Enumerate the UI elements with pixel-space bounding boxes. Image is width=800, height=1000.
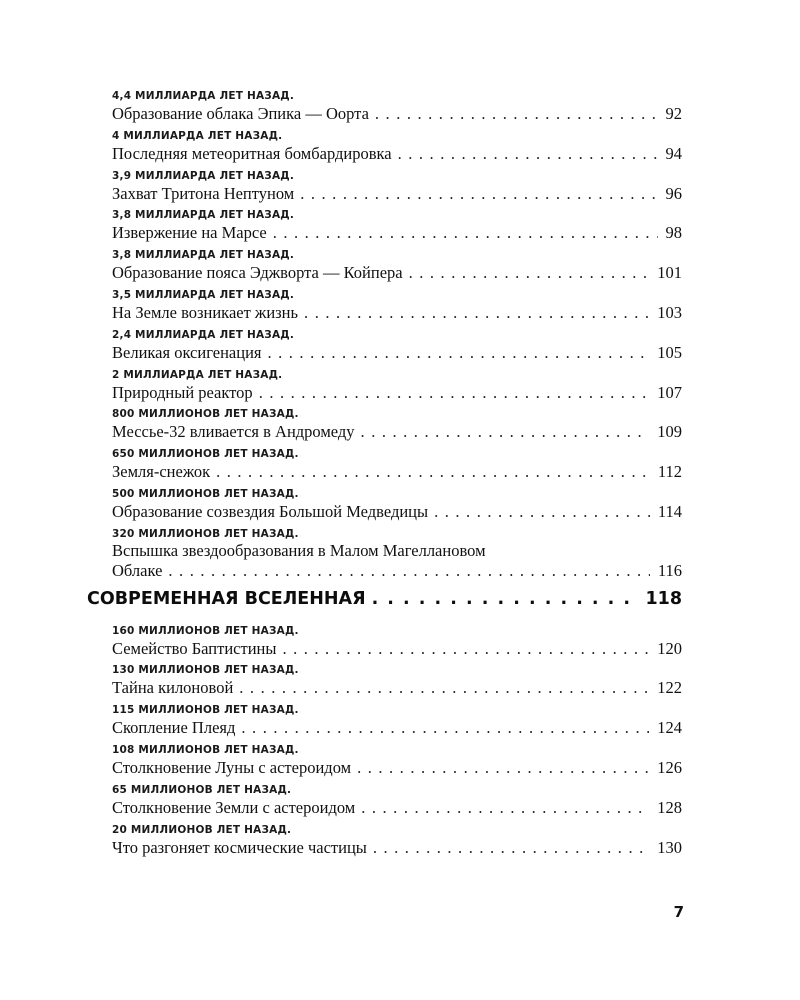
toc-entry-era: 2 МИЛЛИАРДА ЛЕТ НАЗАД. bbox=[112, 368, 283, 381]
toc-entry-era: 4,4 МИЛЛИАРДА ЛЕТ НАЗАД. bbox=[112, 90, 295, 102]
toc-entry bbox=[112, 170, 682, 205]
toc-entry-era: 650 МИЛЛИОНОВ ЛЕТ НАЗАД. bbox=[112, 448, 299, 461]
toc-entry-page: 98 bbox=[665, 223, 682, 243]
toc-entry-title: Тайна килоновой bbox=[112, 678, 234, 698]
dot-leader bbox=[259, 382, 650, 404]
toc-entry-line[interactable] bbox=[112, 103, 682, 125]
toc-entry-title: Природный реактор bbox=[112, 382, 253, 402]
toc-entry-line[interactable] bbox=[112, 837, 682, 859]
toc-entry-line[interactable] bbox=[112, 421, 682, 443]
toc-entry-title-line1[interactable]: Вспышка звездообразования в Малом Магеллановом bbox=[112, 540, 486, 560]
toc-entry bbox=[112, 249, 682, 284]
toc-entry bbox=[112, 664, 682, 699]
toc-entry-line[interactable] bbox=[112, 143, 682, 165]
toc-entry-era: 4 МИЛЛИАРДА ЛЕТ НАЗАД. bbox=[112, 129, 283, 142]
table-of-contents bbox=[87, 90, 682, 863]
toc-entry-line[interactable] bbox=[112, 560, 682, 582]
dot-leader bbox=[373, 837, 649, 859]
toc-entry-page: 109 bbox=[657, 422, 682, 442]
toc-entry-page: 105 bbox=[657, 342, 682, 362]
toc-entry bbox=[112, 369, 682, 404]
toc-entry bbox=[112, 289, 682, 324]
toc-entry-title-line2: Облаке bbox=[112, 560, 163, 580]
toc-entry-title: Семейство Баптистины bbox=[112, 638, 277, 658]
toc-entry-page: 120 bbox=[657, 638, 682, 658]
toc-entry bbox=[112, 824, 682, 859]
toc-entry-era: 320 МИЛЛИОНОВ ЛЕТ НАЗАД. bbox=[112, 527, 299, 540]
toc-entry-line[interactable] bbox=[112, 677, 682, 699]
toc-entry-page: 124 bbox=[657, 718, 682, 738]
toc-entry bbox=[112, 209, 682, 244]
section-title: СОВРЕМЕННАЯ ВСЕЛЕННАЯ bbox=[87, 588, 366, 609]
dot-leader bbox=[375, 103, 658, 125]
dot-leader bbox=[273, 222, 658, 244]
toc-entry bbox=[112, 784, 682, 819]
toc-entry-title: Что разгоняет космические частицы bbox=[112, 837, 367, 857]
dot-leader bbox=[239, 677, 649, 699]
page-number: 7 bbox=[673, 903, 684, 921]
toc-entry-title: Последняя метеоритная бомбардировка bbox=[112, 143, 392, 163]
dot-leader bbox=[267, 342, 649, 364]
toc-entry bbox=[112, 625, 682, 660]
toc-entry bbox=[112, 704, 682, 739]
toc-entry-era: 20 МИЛЛИОНОВ ЛЕТ НАЗАД. bbox=[112, 823, 292, 836]
toc-entry-title: Мессье-32 вливается в Андромеду bbox=[112, 422, 355, 442]
dot-leader bbox=[282, 638, 649, 660]
toc-entry-era: 2,4 МИЛЛИАРДА ЛЕТ НАЗАД. bbox=[112, 328, 295, 341]
dot-leader bbox=[434, 501, 650, 523]
toc-entry-line[interactable] bbox=[112, 797, 682, 819]
dot-leader bbox=[372, 587, 636, 611]
toc-entry-title: Образование созвездия Большой Медведицы bbox=[112, 501, 429, 521]
dot-leader bbox=[398, 143, 658, 165]
toc-entry-line[interactable] bbox=[112, 501, 682, 523]
dot-leader bbox=[304, 302, 649, 324]
toc-entry-page: 128 bbox=[657, 797, 682, 817]
toc-entry-era: 160 МИЛЛИОНОВ ЛЕТ НАЗАД. bbox=[112, 624, 299, 637]
toc-entry bbox=[112, 408, 682, 443]
toc-entry-line[interactable] bbox=[112, 382, 682, 404]
toc-entry-era: 3,8 МИЛЛИАРДА ЛЕТ НАЗАД. bbox=[112, 209, 295, 222]
toc-entry-line[interactable] bbox=[112, 222, 682, 244]
toc-entry-page: 130 bbox=[657, 837, 682, 857]
toc-entry-title: Извержение на Марсе bbox=[112, 223, 267, 243]
toc-entry-line[interactable] bbox=[112, 757, 682, 779]
toc-entry-title: Образование облака Эпика — Оорта bbox=[112, 104, 369, 123]
toc-entry-title: Скопление Плеяд bbox=[112, 718, 236, 738]
toc-entry-era: 108 МИЛЛИОНОВ ЛЕТ НАЗАД. bbox=[112, 743, 299, 756]
toc-entry bbox=[112, 488, 682, 523]
toc-entry-page: 107 bbox=[657, 382, 682, 402]
dot-leader bbox=[409, 262, 650, 284]
toc-entry-era: 500 МИЛЛИОНОВ ЛЕТ НАЗАД. bbox=[112, 487, 299, 500]
dot-leader bbox=[300, 183, 657, 205]
toc-entry bbox=[112, 329, 682, 364]
toc-entry-title: На Земле возникает жизнь bbox=[112, 302, 299, 322]
dot-leader bbox=[241, 717, 649, 739]
toc-entry-title: Великая оксигенация bbox=[112, 342, 262, 362]
toc-entry-title: Столкновение Земли с астероидом bbox=[112, 797, 356, 817]
toc-entry-wrapped bbox=[112, 528, 682, 582]
toc-entry-era: 3,8 МИЛЛИАРДА ЛЕТ НАЗАД. bbox=[112, 249, 295, 262]
toc-entry bbox=[112, 448, 682, 483]
dot-leader bbox=[361, 421, 650, 443]
toc-entry-page: 116 bbox=[657, 560, 682, 580]
toc-entry-title: Столкновение Луны с астероидом bbox=[112, 757, 352, 777]
section-page: 118 bbox=[645, 588, 682, 609]
toc-entry-line[interactable] bbox=[112, 302, 682, 324]
toc-section-heading[interactable] bbox=[87, 587, 682, 611]
toc-entry-line[interactable] bbox=[112, 638, 682, 660]
toc-entry-page: 112 bbox=[657, 462, 682, 482]
toc-entry-title: Образование пояса Эджворта — Койпера bbox=[112, 263, 403, 283]
toc-entry-era: 3,5 МИЛЛИАРДА ЛЕТ НАЗАД. bbox=[112, 288, 295, 301]
toc-entry-page: 114 bbox=[657, 501, 682, 521]
dot-leader bbox=[357, 757, 649, 779]
toc-entry-page: 92 bbox=[665, 104, 682, 123]
toc-entry bbox=[112, 744, 682, 779]
toc-entry-page: 122 bbox=[657, 678, 682, 698]
toc-entry-line[interactable] bbox=[112, 461, 682, 483]
toc-entry-line[interactable] bbox=[112, 183, 682, 205]
dot-leader bbox=[168, 560, 649, 582]
toc-entry-page: 96 bbox=[665, 183, 682, 203]
toc-entry-page: 101 bbox=[657, 263, 682, 283]
toc-entry-line[interactable] bbox=[112, 342, 682, 364]
toc-entry-title: Захват Тритона Нептуном bbox=[112, 183, 295, 203]
dot-leader bbox=[216, 461, 650, 483]
toc-entry-page: 103 bbox=[657, 302, 682, 322]
toc-entry-era: 130 МИЛЛИОНОВ ЛЕТ НАЗАД. bbox=[112, 664, 299, 677]
toc-entry bbox=[112, 90, 682, 125]
toc-entry-line[interactable] bbox=[112, 262, 682, 284]
toc-entry-era: 3,9 МИЛЛИАРДА ЛЕТ НАЗАД. bbox=[112, 169, 295, 182]
toc-entry-era: 65 МИЛЛИОНОВ ЛЕТ НАЗАД. bbox=[112, 783, 292, 796]
toc-entry-era: 800 МИЛЛИОНОВ ЛЕТ НАЗАД. bbox=[112, 408, 299, 421]
dot-leader bbox=[361, 797, 649, 819]
toc-entry-page: 126 bbox=[657, 757, 682, 777]
toc-entry bbox=[112, 130, 682, 165]
toc-entry-title: Земля-снежок bbox=[112, 462, 211, 482]
toc-entry-line[interactable] bbox=[112, 717, 682, 739]
toc-entry-page: 94 bbox=[665, 143, 682, 163]
toc-entry-era: 115 МИЛЛИОНОВ ЛЕТ НАЗАД. bbox=[112, 704, 299, 717]
